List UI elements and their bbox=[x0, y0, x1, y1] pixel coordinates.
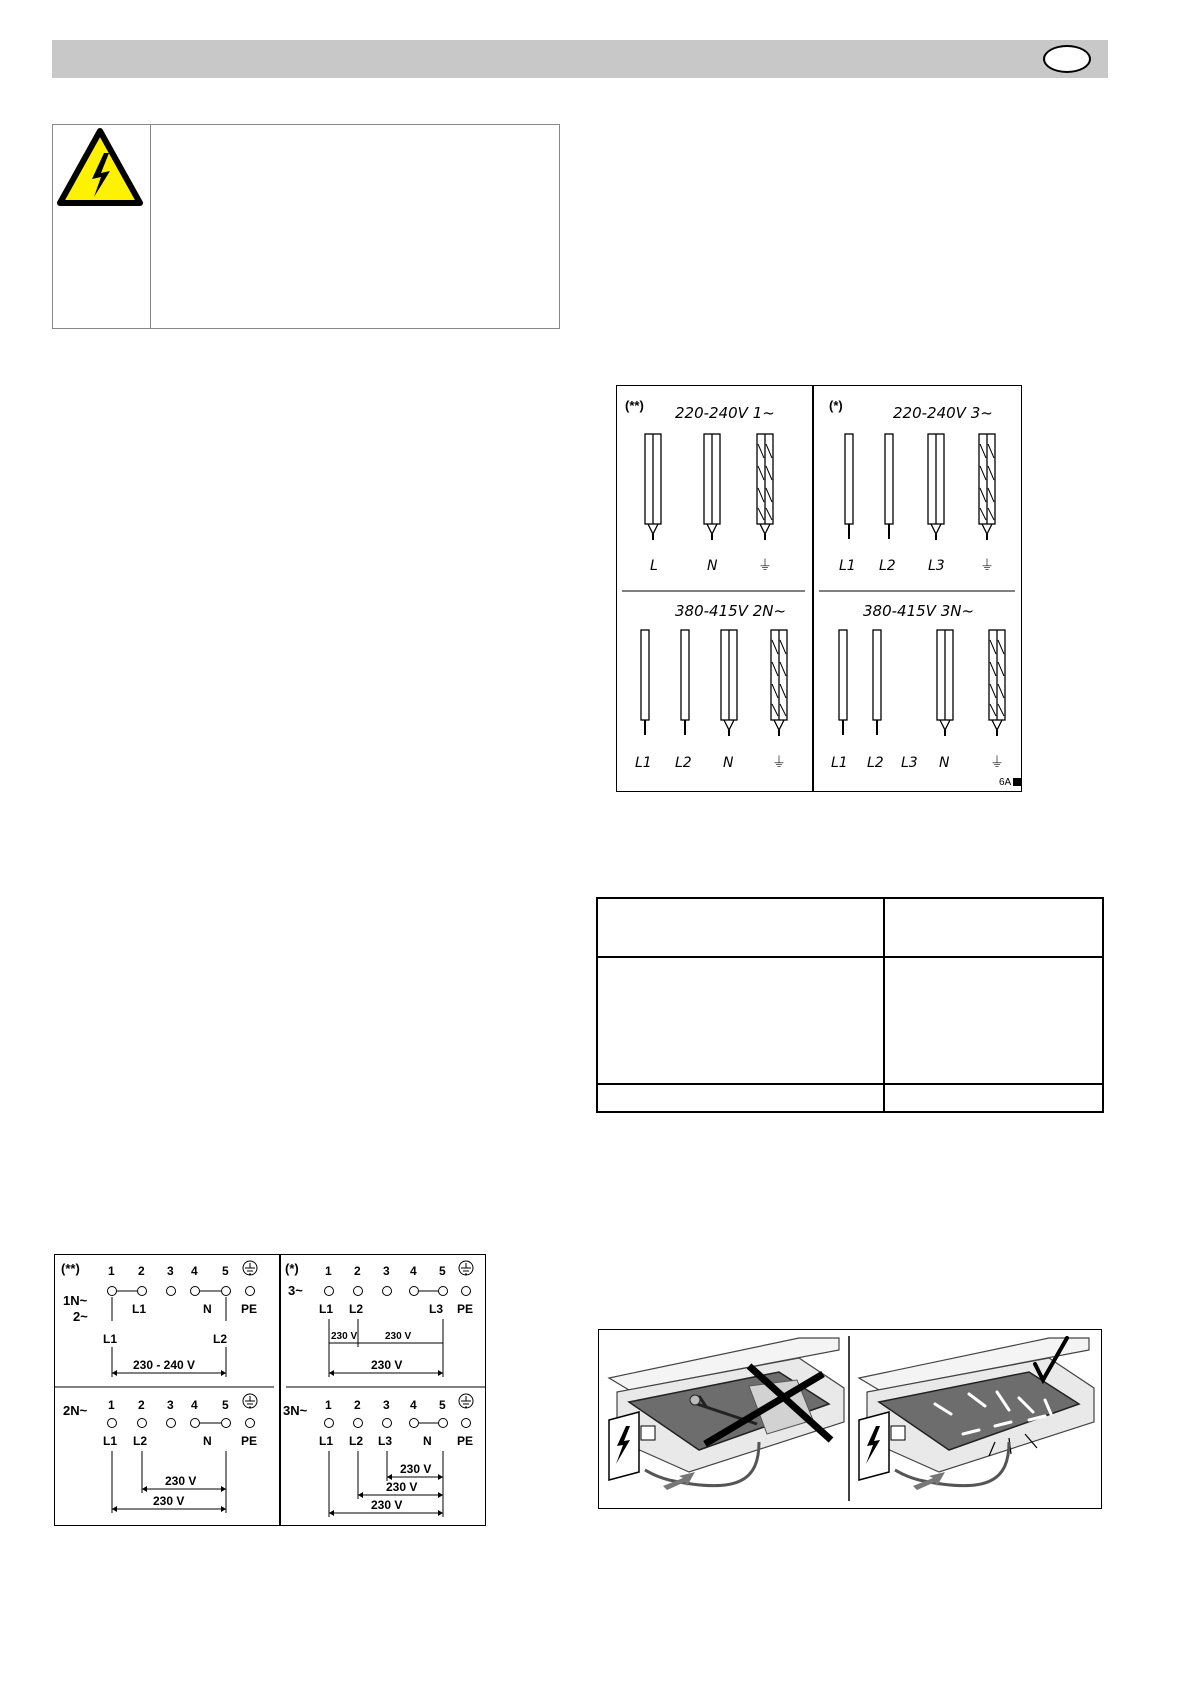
cable-panel-4-voltage: 380-415V 3N~ bbox=[863, 602, 975, 620]
figure-number: 6A bbox=[999, 777, 1012, 788]
terminal-number: 2 bbox=[354, 1398, 361, 1412]
terminal-label: L2 bbox=[213, 1332, 228, 1346]
terminal-number: 1 bbox=[108, 1398, 115, 1412]
terminal-panel-1-marker: (**) bbox=[61, 1261, 80, 1276]
header-bar bbox=[52, 40, 1108, 78]
terminal-label: L3 bbox=[378, 1434, 393, 1448]
cable-panel-3-voltage: 380-415V 2N~ bbox=[675, 602, 787, 620]
terminal-type-label: 2N~ bbox=[63, 1403, 88, 1418]
cable-wiring-figure bbox=[616, 385, 1022, 792]
voltage-label: 230 V bbox=[386, 1480, 418, 1494]
cable-label: L3 bbox=[928, 558, 945, 574]
terminal-label: N bbox=[423, 1434, 432, 1448]
terminal-number: 3 bbox=[383, 1264, 390, 1278]
voltage-label: 230 V bbox=[153, 1494, 185, 1508]
cable-panel-1-marker: (**) bbox=[625, 398, 644, 413]
cable-label: L1 bbox=[635, 755, 652, 771]
voltage-label: 230 V bbox=[165, 1474, 197, 1488]
terminal-label: N bbox=[203, 1302, 212, 1316]
terminal-label: L1 bbox=[103, 1332, 118, 1346]
voltage-label: 230 V bbox=[371, 1358, 403, 1372]
cable-label: L1 bbox=[839, 558, 856, 574]
cable-label: L2 bbox=[879, 558, 896, 574]
terminal-label: L1 bbox=[319, 1434, 334, 1448]
terminal-number: 4 bbox=[410, 1264, 417, 1278]
cable-label: L2 bbox=[867, 755, 884, 771]
terminal-number: 2 bbox=[354, 1264, 361, 1278]
cable-label: N bbox=[939, 755, 950, 771]
voltage-label: 230 - 240 V bbox=[133, 1358, 196, 1372]
voltage-label: 230 V bbox=[371, 1498, 403, 1512]
terminal-number: 2 bbox=[138, 1398, 145, 1412]
terminal-number: 4 bbox=[191, 1264, 198, 1278]
terminal-number: 3 bbox=[383, 1398, 390, 1412]
terminal-number: 5 bbox=[439, 1398, 446, 1412]
terminal-type-label: 3N~ bbox=[283, 1403, 308, 1418]
voltage-label: 230 V bbox=[385, 1331, 412, 1342]
cable-panel-2-marker: (*) bbox=[829, 398, 843, 413]
earth-symbol: ⏚ bbox=[990, 754, 1004, 770]
terminal-number: 5 bbox=[439, 1264, 446, 1278]
terminal-type-label: 2~ bbox=[73, 1309, 88, 1324]
cable-panel-2-voltage: 220-240V 3~ bbox=[893, 404, 993, 422]
cable-label: L bbox=[650, 558, 658, 574]
cable-label: N bbox=[707, 558, 718, 574]
terminal-label: N bbox=[203, 1434, 212, 1448]
language-badge bbox=[1043, 45, 1091, 73]
terminal-label: L2 bbox=[349, 1434, 364, 1448]
incorrect-installation-illustration bbox=[609, 1338, 844, 1490]
terminal-connection-figure bbox=[54, 1254, 486, 1526]
terminal-number: 5 bbox=[222, 1264, 229, 1278]
terminal-label: PE bbox=[457, 1434, 474, 1448]
correct-installation-illustration bbox=[859, 1338, 1094, 1490]
spec-table bbox=[596, 897, 1104, 1113]
cable-label: N bbox=[723, 755, 734, 771]
earth-symbol: ⏚ bbox=[758, 557, 772, 573]
warning-box bbox=[52, 124, 560, 329]
high-voltage-warning-icon bbox=[56, 127, 144, 209]
earth-symbol: ⏚ bbox=[980, 557, 994, 573]
terminal-label: L1 bbox=[103, 1434, 118, 1448]
terminal-number: 3 bbox=[167, 1398, 174, 1412]
terminal-number: 1 bbox=[108, 1264, 115, 1278]
cable-label: L3 bbox=[901, 755, 918, 771]
voltage-label: 230 V bbox=[400, 1462, 432, 1476]
terminal-number: 1 bbox=[325, 1264, 332, 1278]
terminal-panel-2-marker: (*) bbox=[285, 1261, 299, 1276]
terminal-label: PE bbox=[457, 1302, 474, 1316]
terminal-number: 4 bbox=[191, 1398, 198, 1412]
cable-label: L2 bbox=[675, 755, 692, 771]
terminal-label: L1 bbox=[132, 1302, 147, 1316]
terminal-type-label: 1N~ bbox=[63, 1293, 88, 1308]
terminal-type-label: 3~ bbox=[288, 1283, 303, 1298]
terminal-label: PE bbox=[241, 1302, 258, 1316]
terminal-number: 4 bbox=[410, 1398, 417, 1412]
terminal-label: PE bbox=[241, 1434, 258, 1448]
cooktop-illustration-figure bbox=[598, 1329, 1102, 1509]
earth-symbol: ⏚ bbox=[772, 754, 786, 770]
cable-panel-1-voltage: 220-240V 1~ bbox=[675, 404, 775, 422]
voltage-label: 230 V bbox=[331, 1331, 358, 1342]
cable-label: L1 bbox=[831, 755, 848, 771]
terminal-number: 2 bbox=[138, 1264, 145, 1278]
terminal-label: L2 bbox=[133, 1434, 148, 1448]
terminal-label: L2 bbox=[349, 1302, 364, 1316]
terminal-label: L1 bbox=[319, 1302, 334, 1316]
terminal-number: 3 bbox=[167, 1264, 174, 1278]
terminal-number: 1 bbox=[325, 1398, 332, 1412]
terminal-number: 5 bbox=[222, 1398, 229, 1412]
terminal-label: L3 bbox=[429, 1302, 444, 1316]
